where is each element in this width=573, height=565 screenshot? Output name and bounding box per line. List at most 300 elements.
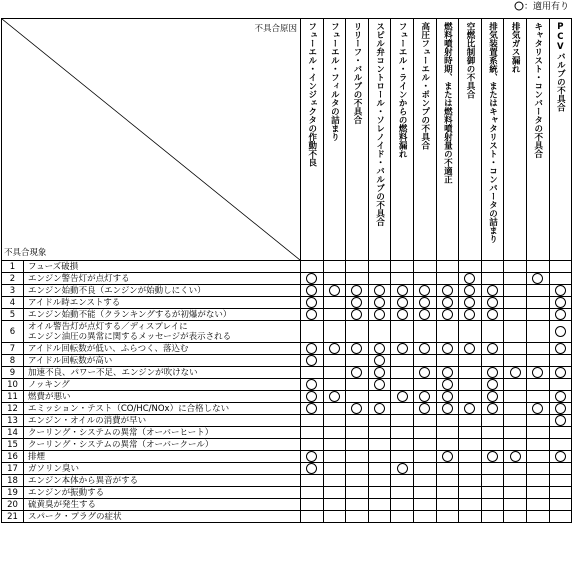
mark-cell xyxy=(368,321,391,343)
mark-cell xyxy=(346,355,369,367)
mark-cell xyxy=(368,273,391,285)
applicable-circle-icon xyxy=(351,343,362,354)
mark-cell xyxy=(346,463,369,475)
mark-cell xyxy=(549,403,572,415)
mark-cell xyxy=(323,439,346,451)
cause-header-12 xyxy=(549,19,572,261)
mark-cell xyxy=(459,439,482,451)
mark-cell xyxy=(481,403,504,415)
mark-cell xyxy=(436,343,459,355)
applicable-circle-icon xyxy=(532,367,543,378)
applicable-circle-icon xyxy=(306,451,317,462)
row-number: 8 xyxy=(2,355,24,367)
symptom-label: ノッキング xyxy=(24,379,301,391)
table-row xyxy=(2,273,572,285)
applicable-circle-icon xyxy=(442,343,453,354)
mark-cell xyxy=(504,379,527,391)
mark-cell xyxy=(436,285,459,297)
mark-cell xyxy=(391,463,414,475)
applicable-circle-icon xyxy=(442,391,453,402)
mark-cell xyxy=(526,355,549,367)
mark-cell xyxy=(368,451,391,463)
mark-cell xyxy=(346,511,369,523)
mark-cell xyxy=(323,321,346,343)
mark-cell xyxy=(301,463,324,475)
symptom-label: フューズ破損 xyxy=(24,261,301,273)
mark-cell xyxy=(526,403,549,415)
mark-cell xyxy=(526,511,549,523)
applicable-circle-icon xyxy=(487,285,498,296)
mark-cell xyxy=(549,487,572,499)
mark-cell xyxy=(301,321,324,343)
applicable-circle-icon xyxy=(306,309,317,320)
mark-cell xyxy=(459,427,482,439)
mark-cell xyxy=(391,285,414,297)
mark-cell xyxy=(549,355,572,367)
cause-title: 不具合原因 xyxy=(254,24,297,34)
mark-cell xyxy=(481,343,504,355)
symptom-label: アイドル回転数が低い、ふらつく、落込む xyxy=(24,343,301,355)
cause-label: 燃料噴射時期、または燃料噴射量の不適正 xyxy=(442,22,453,184)
applicable-circle-icon xyxy=(306,297,317,308)
applicable-circle-icon xyxy=(329,391,340,402)
symptom-label: 燃費が悪い xyxy=(24,391,301,403)
mark-cell xyxy=(481,511,504,523)
applicable-circle-icon xyxy=(306,379,317,390)
mark-cell xyxy=(323,297,346,309)
applicable-circle-icon xyxy=(510,451,521,462)
mark-cell xyxy=(526,427,549,439)
mark-cell xyxy=(459,321,482,343)
mark-cell xyxy=(391,475,414,487)
mark-cell xyxy=(504,261,527,273)
mark-cell xyxy=(391,321,414,343)
mark-cell xyxy=(368,285,391,297)
mark-cell xyxy=(346,499,369,511)
mark-cell xyxy=(323,379,346,391)
applicable-circle-icon xyxy=(487,379,498,390)
applicable-circle-icon xyxy=(374,403,385,414)
corner-diagonal xyxy=(2,19,300,260)
mark-cell xyxy=(301,379,324,391)
row-number: 20 xyxy=(2,499,24,511)
mark-cell xyxy=(504,463,527,475)
mark-cell xyxy=(549,499,572,511)
mark-cell xyxy=(459,475,482,487)
mark-cell xyxy=(459,415,482,427)
mark-cell xyxy=(323,415,346,427)
cause-header-8 xyxy=(459,19,482,261)
mark-cell xyxy=(368,463,391,475)
mark-cell xyxy=(368,403,391,415)
cause-header-1 xyxy=(301,19,324,261)
mark-cell xyxy=(413,391,436,403)
mark-cell xyxy=(504,487,527,499)
applicable-circle-icon xyxy=(555,326,566,337)
mark-cell xyxy=(413,261,436,273)
mark-cell xyxy=(549,475,572,487)
mark-cell xyxy=(481,379,504,391)
mark-cell xyxy=(346,367,369,379)
symptom-label: 硫黄臭が発生する xyxy=(24,499,301,511)
mark-cell xyxy=(459,309,482,321)
mark-cell xyxy=(436,475,459,487)
symptom-label: エンジン始動不良（エンジンが始動しにくい） xyxy=(24,285,301,297)
circle-mark-icon xyxy=(514,1,524,11)
mark-cell xyxy=(526,261,549,273)
applicable-circle-icon xyxy=(464,285,475,296)
mark-cell xyxy=(549,463,572,475)
table-row xyxy=(2,379,572,391)
table-row xyxy=(2,391,572,403)
table-row xyxy=(2,415,572,427)
row-number: 21 xyxy=(2,511,24,523)
mark-cell xyxy=(459,261,482,273)
mark-cell xyxy=(504,427,527,439)
mark-cell xyxy=(504,511,527,523)
mark-cell xyxy=(481,415,504,427)
cause-header-3 xyxy=(346,19,369,261)
symptom-label: エンジン本体から異音がする xyxy=(24,475,301,487)
mark-cell xyxy=(346,415,369,427)
cause-header-6 xyxy=(413,19,436,261)
mark-cell xyxy=(481,273,504,285)
table-row xyxy=(2,487,572,499)
row-number: 3 xyxy=(2,285,24,297)
applicable-circle-icon xyxy=(555,309,566,320)
applicable-circle-icon xyxy=(306,463,317,474)
mark-cell xyxy=(459,487,482,499)
mark-cell xyxy=(504,451,527,463)
mark-cell xyxy=(301,261,324,273)
applicable-circle-icon xyxy=(419,391,430,402)
mark-cell xyxy=(413,499,436,511)
applicable-circle-icon xyxy=(419,367,430,378)
applicable-circle-icon xyxy=(487,367,498,378)
applicable-circle-icon xyxy=(555,451,566,462)
mark-cell xyxy=(526,273,549,285)
mark-cell xyxy=(368,309,391,321)
applicable-circle-icon xyxy=(397,309,408,320)
mark-cell xyxy=(346,285,369,297)
mark-cell xyxy=(368,379,391,391)
applicable-circle-icon xyxy=(555,285,566,296)
mark-cell xyxy=(301,427,324,439)
applicable-circle-icon xyxy=(397,285,408,296)
table-row xyxy=(2,511,572,523)
legend xyxy=(514,1,569,13)
table-row xyxy=(2,475,572,487)
mark-cell xyxy=(301,273,324,285)
mark-cell xyxy=(526,285,549,297)
row-number: 2 xyxy=(2,273,24,285)
cause-label: スピル弁コントロール・ソレノイド・バルブの不具合 xyxy=(374,22,385,226)
applicable-circle-icon xyxy=(510,367,521,378)
applicable-circle-icon xyxy=(487,309,498,320)
row-number: 4 xyxy=(2,297,24,309)
mark-cell xyxy=(504,273,527,285)
mark-cell xyxy=(346,403,369,415)
cause-label: 空燃比制御の不具合 xyxy=(464,22,475,99)
applicable-circle-icon xyxy=(419,309,430,320)
applicable-circle-icon xyxy=(555,403,566,414)
applicable-circle-icon xyxy=(329,285,340,296)
applicable-circle-icon xyxy=(419,403,430,414)
mark-cell xyxy=(481,321,504,343)
mark-cell xyxy=(323,487,346,499)
applicable-circle-icon xyxy=(442,451,453,462)
mark-cell xyxy=(368,297,391,309)
table-row xyxy=(2,285,572,297)
mark-cell xyxy=(436,487,459,499)
row-number: 6 xyxy=(2,321,24,343)
legend-text: ：適用有り xyxy=(523,2,569,12)
mark-cell xyxy=(504,355,527,367)
mark-cell xyxy=(323,367,346,379)
mark-cell xyxy=(459,511,482,523)
mark-cell xyxy=(413,511,436,523)
applicable-circle-icon xyxy=(442,403,453,414)
mark-cell xyxy=(323,463,346,475)
row-number: 18 xyxy=(2,475,24,487)
mark-cell xyxy=(526,379,549,391)
applicable-circle-icon xyxy=(374,297,385,308)
mark-cell xyxy=(436,273,459,285)
row-number: 7 xyxy=(2,343,24,355)
mark-cell xyxy=(301,343,324,355)
mark-cell xyxy=(504,403,527,415)
mark-cell xyxy=(459,391,482,403)
applicable-circle-icon xyxy=(351,309,362,320)
mark-cell xyxy=(323,355,346,367)
cause-header-2 xyxy=(323,19,346,261)
cause-label: PCVバルブの不具合 xyxy=(555,22,566,112)
mark-cell xyxy=(301,355,324,367)
cause-label: フューエル・フィルタの詰まり xyxy=(329,22,340,141)
cause-header-11 xyxy=(526,19,549,261)
mark-cell xyxy=(323,261,346,273)
mark-cell xyxy=(323,285,346,297)
applicable-circle-icon xyxy=(532,403,543,414)
applicable-circle-icon xyxy=(397,343,408,354)
mark-cell xyxy=(504,367,527,379)
applicable-circle-icon xyxy=(306,391,317,402)
mark-cell xyxy=(436,297,459,309)
mark-cell xyxy=(549,297,572,309)
mark-cell xyxy=(301,367,324,379)
mark-cell xyxy=(346,379,369,391)
mark-cell xyxy=(391,451,414,463)
row-number: 13 xyxy=(2,415,24,427)
mark-cell xyxy=(346,261,369,273)
mark-cell xyxy=(549,321,572,343)
row-number: 17 xyxy=(2,463,24,475)
mark-cell xyxy=(481,285,504,297)
mark-cell xyxy=(504,285,527,297)
cause-header-5 xyxy=(391,19,414,261)
mark-cell xyxy=(301,309,324,321)
mark-cell xyxy=(413,343,436,355)
mark-cell xyxy=(436,391,459,403)
symptom-label: クーリング・システムの異常（オーバークール） xyxy=(24,439,301,451)
mark-cell xyxy=(526,499,549,511)
applicable-circle-icon xyxy=(374,355,385,366)
row-number: 14 xyxy=(2,427,24,439)
applicable-circle-icon xyxy=(397,297,408,308)
mark-cell xyxy=(346,273,369,285)
mark-cell xyxy=(526,343,549,355)
mark-cell xyxy=(481,309,504,321)
table-row xyxy=(2,403,572,415)
mark-cell xyxy=(481,367,504,379)
applicable-circle-icon xyxy=(351,367,362,378)
mark-cell xyxy=(346,309,369,321)
applicable-circle-icon xyxy=(487,343,498,354)
mark-cell xyxy=(436,499,459,511)
mark-cell xyxy=(504,499,527,511)
mark-cell xyxy=(481,297,504,309)
symptom-label: スパーク・プラグの症状 xyxy=(24,511,301,523)
row-number: 10 xyxy=(2,379,24,391)
symptom-label: エンジン・オイルの消費が早い xyxy=(24,415,301,427)
applicable-circle-icon xyxy=(442,297,453,308)
mark-cell xyxy=(459,285,482,297)
table-row xyxy=(2,297,572,309)
mark-cell xyxy=(323,343,346,355)
cause-header-9 xyxy=(481,19,504,261)
mark-cell xyxy=(391,427,414,439)
mark-cell xyxy=(368,343,391,355)
mark-cell xyxy=(413,463,436,475)
mark-cell xyxy=(526,487,549,499)
symptom-label: エンジンが振動する xyxy=(24,487,301,499)
mark-cell xyxy=(459,499,482,511)
mark-cell xyxy=(436,309,459,321)
mark-cell xyxy=(368,367,391,379)
cause-label: リリーフ・バルブの不具合 xyxy=(351,22,362,124)
mark-cell xyxy=(549,415,572,427)
mark-cell xyxy=(391,511,414,523)
mark-cell xyxy=(323,309,346,321)
symptom-label: クーリング・システムの異常（オーバーヒート） xyxy=(24,427,301,439)
mark-cell xyxy=(413,355,436,367)
table-row xyxy=(2,367,572,379)
mark-cell xyxy=(504,343,527,355)
applicable-circle-icon xyxy=(351,285,362,296)
mark-cell xyxy=(481,391,504,403)
mark-cell xyxy=(549,261,572,273)
mark-cell xyxy=(526,309,549,321)
mark-cell xyxy=(504,297,527,309)
applicable-circle-icon xyxy=(374,343,385,354)
table-row xyxy=(2,499,572,511)
applicable-circle-icon xyxy=(464,343,475,354)
mark-cell xyxy=(346,439,369,451)
mark-cell xyxy=(436,379,459,391)
mark-cell xyxy=(323,403,346,415)
mark-cell xyxy=(436,451,459,463)
mark-cell xyxy=(526,475,549,487)
table-row xyxy=(2,261,572,273)
mark-cell xyxy=(301,391,324,403)
table-body xyxy=(2,261,572,523)
applicable-circle-icon xyxy=(555,343,566,354)
applicable-circle-icon xyxy=(487,297,498,308)
mark-cell xyxy=(436,261,459,273)
applicable-circle-icon xyxy=(329,343,340,354)
mark-cell xyxy=(301,475,324,487)
symptom-label: エンジン始動不能（クランキングするが初爆がない） xyxy=(24,309,301,321)
applicable-circle-icon xyxy=(374,367,385,378)
mark-cell xyxy=(391,343,414,355)
mark-cell xyxy=(504,439,527,451)
symptom-label: オイル警告灯が点灯する／ディスプレイに エンジン油圧の異常に関するメッセージが表示される xyxy=(24,321,301,343)
mark-cell xyxy=(526,321,549,343)
mark-cell xyxy=(436,439,459,451)
applicable-circle-icon xyxy=(306,285,317,296)
mark-cell xyxy=(481,427,504,439)
mark-cell xyxy=(346,391,369,403)
applicable-circle-icon xyxy=(555,415,566,426)
mark-cell xyxy=(481,355,504,367)
mark-cell xyxy=(323,391,346,403)
mark-cell xyxy=(526,439,549,451)
mark-cell xyxy=(459,463,482,475)
mark-cell xyxy=(526,297,549,309)
mark-cell xyxy=(323,475,346,487)
mark-cell xyxy=(549,391,572,403)
mark-cell xyxy=(391,309,414,321)
mark-cell xyxy=(301,511,324,523)
mark-cell xyxy=(459,343,482,355)
mark-cell xyxy=(413,367,436,379)
mark-cell xyxy=(301,285,324,297)
applicable-circle-icon xyxy=(442,379,453,390)
mark-cell xyxy=(368,487,391,499)
row-number: 11 xyxy=(2,391,24,403)
mark-cell xyxy=(368,511,391,523)
mark-cell xyxy=(459,355,482,367)
applicable-circle-icon xyxy=(397,391,408,402)
mark-cell xyxy=(413,427,436,439)
applicable-circle-icon xyxy=(419,285,430,296)
cause-header-7 xyxy=(436,19,459,261)
mark-cell xyxy=(459,403,482,415)
mark-cell xyxy=(346,451,369,463)
header-row xyxy=(2,19,572,261)
applicable-circle-icon xyxy=(442,309,453,320)
cause-label: フューエル・ラインからの燃料漏れ xyxy=(397,22,408,158)
mark-cell xyxy=(323,451,346,463)
cause-header-10 xyxy=(504,19,527,261)
row-number: 15 xyxy=(2,439,24,451)
table-row xyxy=(2,343,572,355)
applicable-circle-icon xyxy=(464,309,475,320)
mark-cell xyxy=(459,273,482,285)
mark-cell xyxy=(549,379,572,391)
mark-cell xyxy=(368,475,391,487)
applicable-circle-icon xyxy=(374,309,385,320)
symptom-label: エンジン警告灯が点灯する xyxy=(24,273,301,285)
cause-label: フューエル・インジェクタの作動不良 xyxy=(306,22,317,167)
mark-cell xyxy=(391,297,414,309)
mark-cell xyxy=(413,285,436,297)
table-row xyxy=(2,451,572,463)
table-row xyxy=(2,355,572,367)
symptom-label: 排煙 xyxy=(24,451,301,463)
row-number: 19 xyxy=(2,487,24,499)
mark-cell xyxy=(504,321,527,343)
